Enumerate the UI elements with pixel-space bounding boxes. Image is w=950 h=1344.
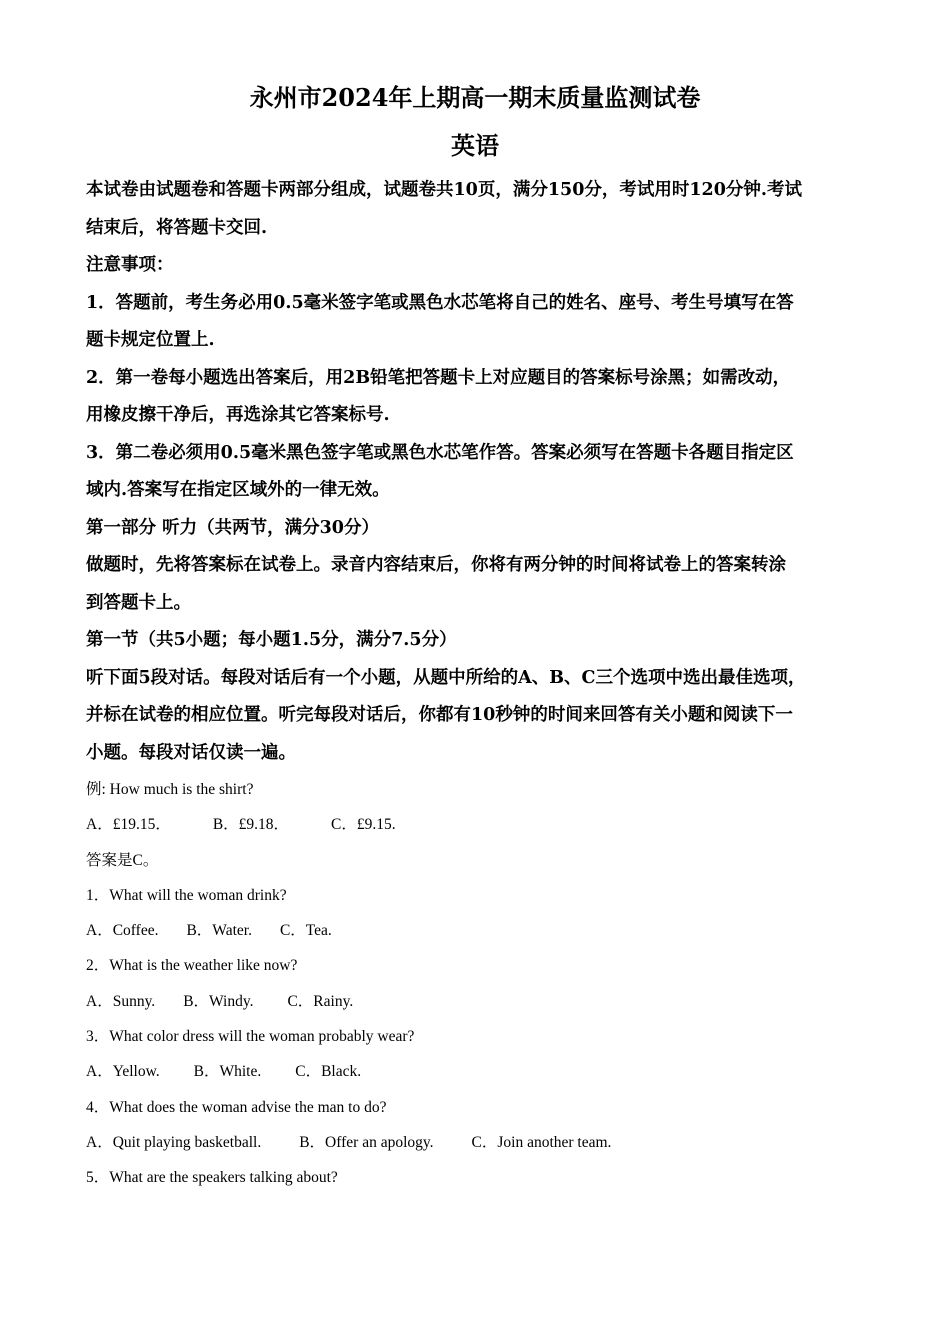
- option-a: A．Quit playing basketball.: [86, 1133, 262, 1151]
- note-2-cont: 用橡皮擦干净后，再选涂其它答案标号.: [86, 405, 390, 425]
- section-instructions: 听下面5段对话。每段对话后有一个小题，从题中所给的A、B、C三个选项中选出最佳选项，: [86, 667, 806, 688]
- section-instructions-cont: 小题。每段对话仅读一遍。: [86, 742, 296, 763]
- option-a: A．£19.15．: [86, 816, 171, 834]
- question-3-options: [86, 1054, 864, 1089]
- subject-title: 英语: [451, 131, 499, 160]
- note-3: 3．第二卷必须用0.5毫米黑色签字笔或黑色水芯笔作答。答案必须写在答题卡各题目指定区: [86, 442, 794, 463]
- question-1: 1．What will the woman drink?: [86, 886, 287, 904]
- option-b: B．Windy.: [183, 992, 254, 1010]
- section-heading: 第一节（共5小题；每小题1.5分，满分7.5分）: [86, 630, 457, 650]
- notes-heading: 注意事项：: [86, 255, 174, 275]
- example-block: [86, 772, 864, 878]
- instructions: [86, 172, 864, 772]
- note-1: 1．答题前，考生务必用0.5毫米签字笔或黑色水芯笔将自己的姓名、座号、考生号填写在答: [86, 292, 794, 313]
- intro-line: 结束后，将答题卡交回.: [86, 217, 268, 238]
- option-c: C．Tea.: [279, 922, 332, 940]
- exam-title: 永州市2024年上期高一期末质量监测试卷: [249, 83, 701, 112]
- option-b: B．£9.18．: [212, 816, 290, 834]
- question-2: 2．What is the weather like now?: [86, 957, 298, 975]
- option-c: C．£9.15.: [331, 816, 396, 834]
- part-instructions: 做题时，先将答案标在试卷上。录音内容结束后，你将有两分钟的时间将试卷上的答案转涂: [86, 555, 786, 575]
- option-b: B．White.: [193, 1063, 262, 1081]
- option-b: B．Offer an apology.: [299, 1133, 434, 1151]
- question-5: 5．What are the speakers talking about?: [86, 1169, 338, 1187]
- part-instructions-cont: 到答题卡上。: [86, 592, 191, 613]
- question-list: [86, 878, 864, 1196]
- example-question: 例: How much is the shirt?: [86, 781, 254, 798]
- option-c: C．Join another team.: [471, 1133, 612, 1151]
- note-3-cont: 域内.答案写在指定区域外的一律无效。: [86, 480, 390, 500]
- part-heading: 第一部分 听力（共两节，满分30分）: [86, 517, 379, 538]
- option-a: A．Yellow.: [86, 1063, 160, 1081]
- option-a: A．Coffee.: [86, 922, 159, 940]
- note-2: 2．第一卷每小题选出答案后，用2B铅笔把答题卡上对应题目的答案标号涂黑；如需改动，: [86, 367, 791, 388]
- example-answer: 答案是C。: [86, 851, 159, 869]
- question-3: 3．What color dress will the woman probably wear?: [86, 1028, 415, 1046]
- option-a: A．Sunny.: [86, 992, 156, 1010]
- intro-line: 本试卷由试题卷和答题卡两部分组成，试题卷共10页，满分150分，考试用时120分钟.考试: [86, 180, 803, 200]
- question-2-options: [86, 984, 864, 1019]
- question-1-options: [86, 913, 864, 948]
- note-1-cont: 题卡规定位置上.: [86, 330, 215, 350]
- option-b: B．Water.: [186, 922, 252, 940]
- option-c: C．Rainy.: [287, 992, 354, 1010]
- section-instructions-cont: 并标在试卷的相应位置。听完每段对话后，你都有10秒钟的时间来回答有关小题和阅读下一: [86, 705, 793, 725]
- question-4-options: [86, 1125, 864, 1160]
- option-c: C．Black.: [295, 1063, 362, 1081]
- example-options: [86, 807, 864, 842]
- question-4: 4．What does the woman advise the man to do?: [86, 1098, 387, 1116]
